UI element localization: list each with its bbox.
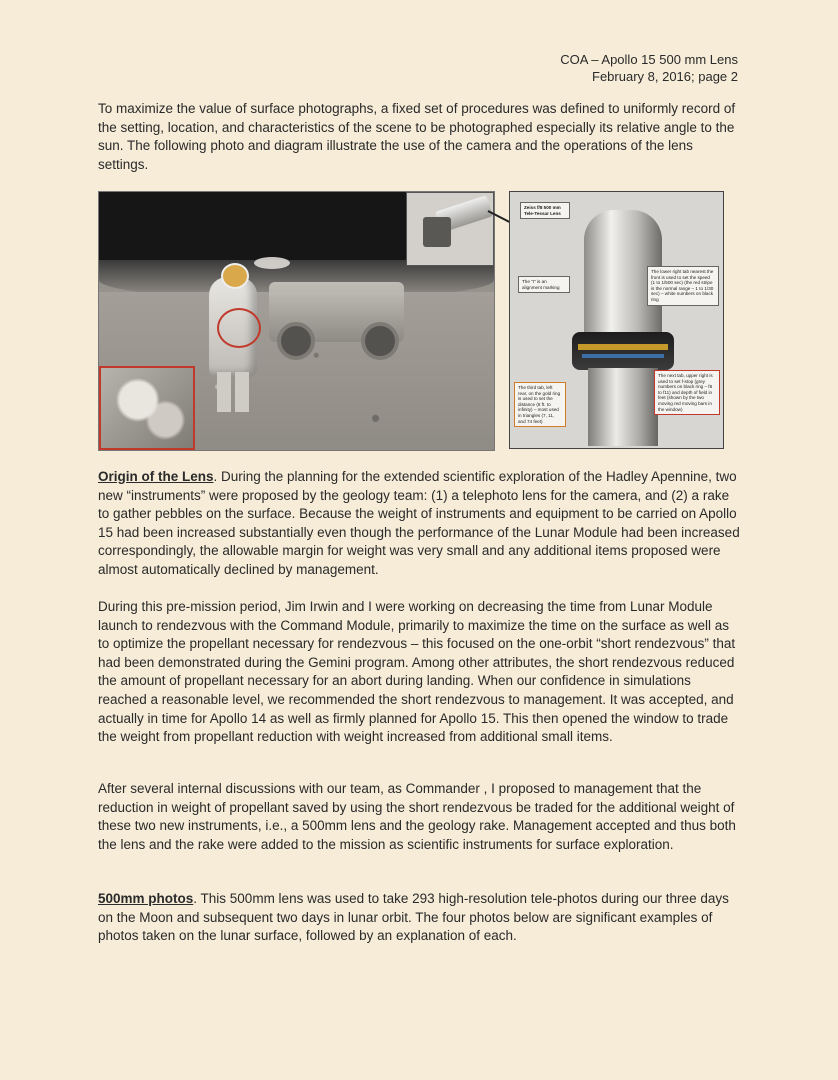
lens-barrel-lower (588, 368, 658, 446)
astronaut-leg (217, 372, 231, 412)
header-title: COA – Apollo 15 500 mm Lens (560, 52, 738, 67)
commander-paragraph: After several internal discussions with our team, as Commander , I proposed to management that the reduction in weight of propellant saved by using the short rendezvous be traded for the additional weight of these two new instruments, i.e., a 500mm lens and the geology rake. Management accepted and thus both the lens and the rake were added to the mission as scientific instruments for surface exploration. (98, 781, 736, 852)
lens-title-text: Zeiss f/8 500 mm Tele-Tessar Lens (524, 205, 561, 216)
header-date-page: February 8, 2016; page 2 (592, 69, 738, 84)
diagram-speed-label: The lower right tab nearest the front is used to set the speed (1 to 1/500 sec) (the red stripe is the normal range – 1 to 1/30 sec) – white numbers on black ring (647, 266, 719, 306)
rover-antenna-dish (254, 257, 290, 269)
rover-wheel (277, 322, 315, 360)
camera-highlight-circle (217, 308, 261, 348)
origin-heading: Origin of the Lens (98, 469, 214, 484)
photos-text: . This 500mm lens was used to take 293 high-resolution tele-photos during our three days on the Moon and subsequent two days in lunar orbit. The four photos below are significant examples of photos taken on the lunar surface, followed by an explanation of each. (98, 891, 729, 944)
lunar-surface-photo (98, 191, 495, 451)
blue-ring (582, 354, 664, 358)
astronaut-helmet (221, 263, 249, 289)
diagram-lens-title (520, 202, 570, 219)
gold-distance-ring (578, 344, 668, 350)
page-header (560, 51, 738, 85)
photos-heading: 500mm photos (98, 891, 194, 906)
rover-wheel (361, 322, 399, 360)
inset-camera-body (423, 217, 451, 247)
diagram-alignment-label: The "I" is an alignment marking (518, 276, 570, 293)
origin-paragraph (98, 468, 740, 580)
photos-paragraph (98, 890, 740, 946)
lens-control-rings (572, 332, 674, 370)
rendezvous-paragraph: During this pre-mission period, Jim Irwin and I were working on decreasing the time from Lunar Module launch to rendezvous with the Command Module, primarily to maximize the time on the surface as well as to optimize the propellant necessary for rendezvous – this focused on the one-orbit “short rendezvous” that had been demonstrated during the Gemini program. Among other attributes, the short rendezvous reduced the amount of propellant necessary for an abort during landing. When our confidence in simulations reached a reasonable level, we recommended the short rendezvous to management. It was accepted, and actually in time for Apollo 14 as well as firmly planned for Apollo 15. This then opened the window to trade the weight from propellant reduction with weight increased from additional small items. (98, 599, 736, 745)
intro-paragraph: To maximize the value of surface photographs, a fixed set of procedures was defined to uniformly record of the setting, location, and characteristics of the scene to be photographed especially its relative angle to the sun. The following photo and diagram illustrate the use of the camera and the operations of the lens settings. (98, 101, 736, 172)
diagram-fstop-label: The next tab, upper right is used to set f-stop (grey numbers on black ring – f8 to f11) and depth of field in feet (shown by the two moving red moving bars in the window) (654, 370, 720, 415)
lunar-rover (269, 282, 404, 342)
lens-diagram (509, 191, 724, 449)
origin-text: . During the planning for the extended scientific exploration of the Hadley Apennine, two new “instruments” were proposed by the geology team: (1) a telephoto lens for the camera, and (2) a rake to gather pebbles on the surface. Because the weight of instruments and equipment to be carried on Apollo 15 had been increased substantially even though the performance of the Lunar Module had been increased correspondingly, the allowable margin for weight was very small and any additional items proposed were almost automatically declined by management. (98, 469, 740, 577)
diagram-distance-label: The third tab, left rear, on the gold ring is used to set the distance (8 ft. to infinity) – most used in triangles (7, 11, and 74 feet) (514, 382, 566, 427)
camera-closeup-inset (99, 366, 195, 450)
camera-lens-inset (406, 192, 494, 266)
astronaut-leg (235, 372, 249, 412)
